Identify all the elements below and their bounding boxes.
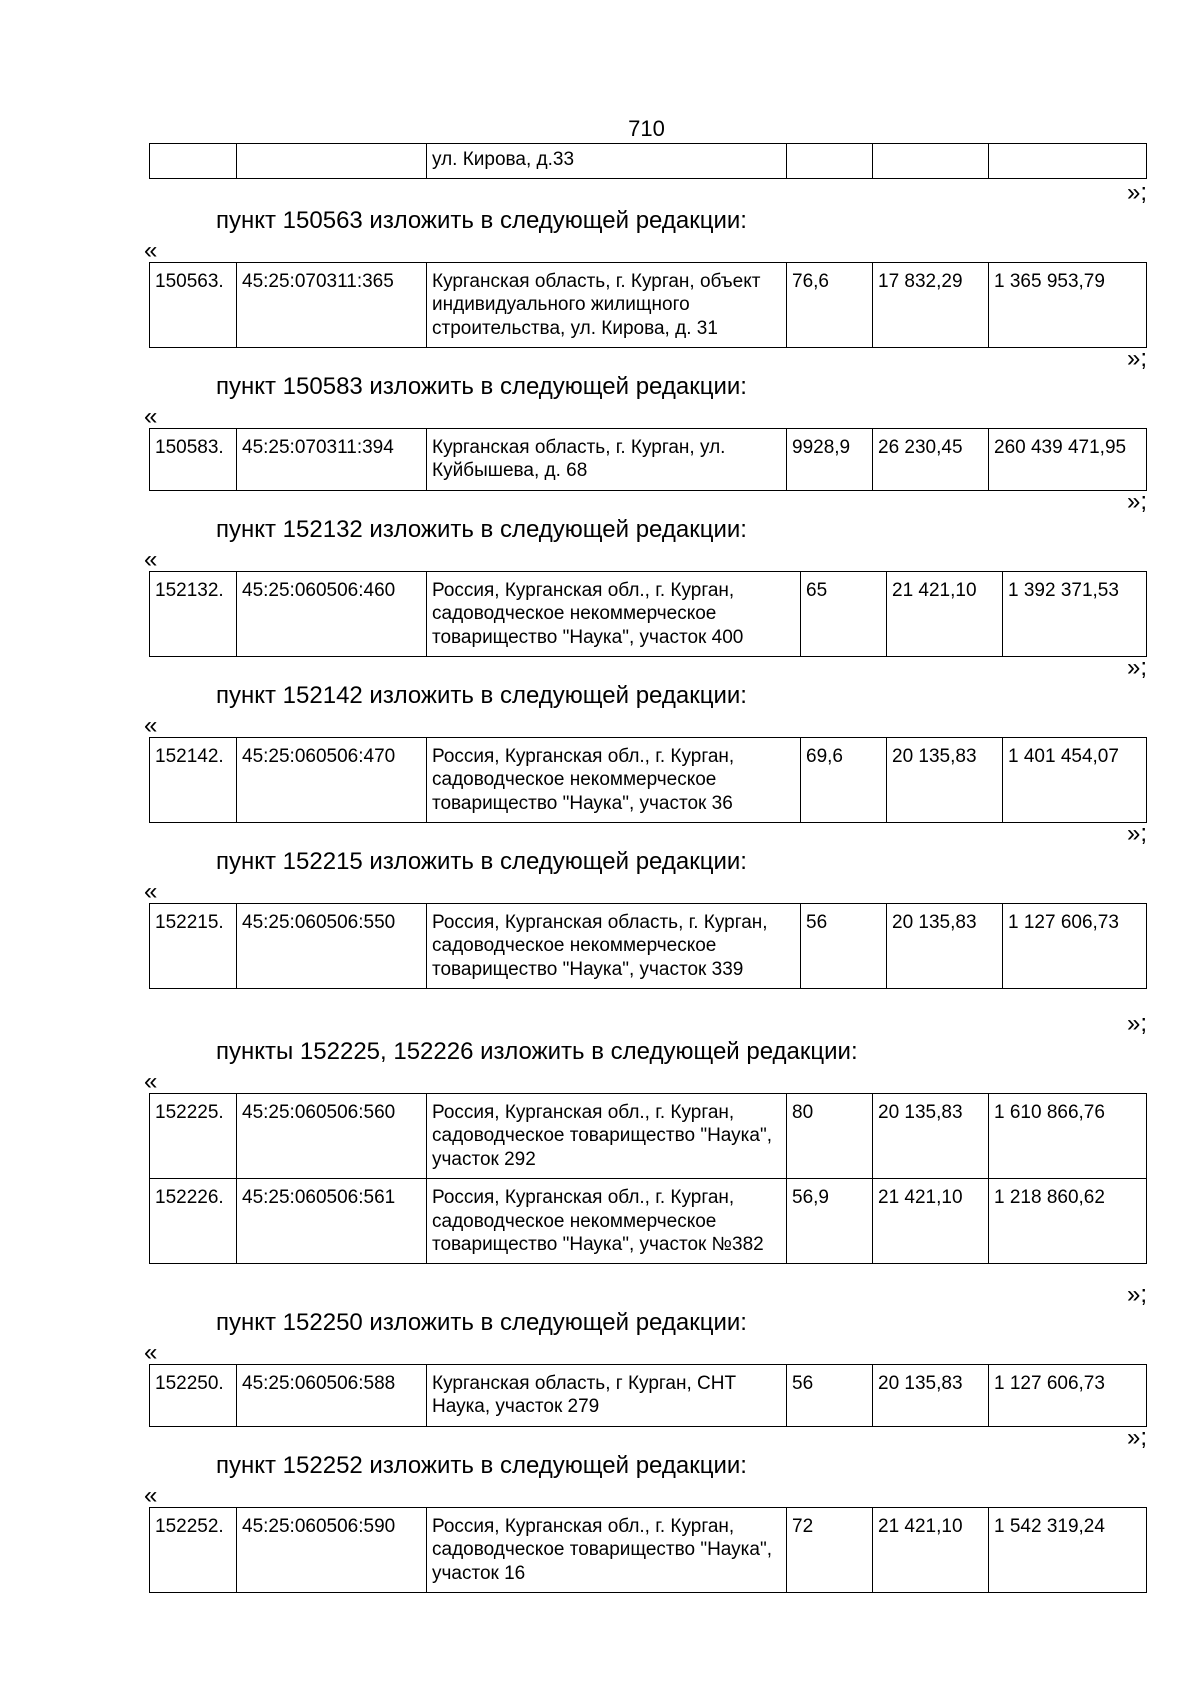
table-row [150,144,1147,179]
cell-area: 56,9 [787,1179,873,1264]
amendment-heading: пункт 152252 изложить в следующей редакции: [216,1452,747,1479]
cell-area: 69,6 [801,738,887,823]
cell-address: ул. Кирова, д.33 [427,144,787,179]
cell-number: 152215. [150,904,237,989]
cell-number: 152225. [150,1094,237,1179]
close-quote: »; [1127,1424,1148,1451]
cell-cadastral: 45:25:070311:365 [237,263,427,348]
cell-cadastral: 45:25:060506:590 [237,1508,427,1593]
cell-total-value: 1 218 860,62 [989,1179,1147,1264]
table-row [150,263,1147,348]
cell-address: Россия, Курганская обл., г. Курган, садоводческое некоммерческое товарищество "Наука", участок 400 [427,572,801,657]
cell-unit-value: 21 421,10 [887,572,1003,657]
table-row [150,738,1147,823]
cell-address: Россия, Курганская обл., г. Курган, садоводческое товарищество "Наука", участок 292 [427,1094,787,1179]
cell-number [150,144,237,179]
open-quote: « [144,712,158,739]
cell-unit-value: 20 135,83 [873,1365,989,1427]
table-row [150,572,1147,657]
close-quote: »; [1127,820,1148,847]
open-quote: « [144,878,158,905]
amendment-table [149,737,1147,823]
cell-address: Россия, Курганская обл., г. Курган, садоводческое некоммерческое товарищество "Наука", участок №382 [427,1179,787,1264]
amendment-heading: пункт 152132 изложить в следующей редакции: [216,516,747,543]
cell-number: 152250. [150,1365,237,1427]
cell-total-value: 1 401 454,07 [1003,738,1147,823]
cell-cadastral: 45:25:060506:460 [237,572,427,657]
cell-cadastral: 45:25:060506:561 [237,1179,427,1264]
cell-area [787,144,873,179]
page-number: 710 [628,116,665,141]
amendment-heading: пункт 152142 изложить в следующей редакции: [216,682,747,709]
close-quote: »; [1127,1010,1148,1037]
cell-area: 56 [801,904,887,989]
open-quote: « [144,1339,158,1366]
cell-total-value: 1 365 953,79 [989,263,1147,348]
amendment-heading: пункт 150583 изложить в следующей редакции: [216,373,747,400]
open-quote: « [144,403,158,430]
cell-unit-value: 21 421,10 [873,1179,989,1264]
cell-address: Россия, Курганская область, г. Курган, садоводческое некоммерческое товарищество "Наука", участок 339 [427,904,801,989]
cell-number: 152252. [150,1508,237,1593]
amendment-heading: пункт 152250 изложить в следующей редакции: [216,1309,747,1336]
amendment-table [149,1093,1147,1264]
amendment-heading: пункты 152225, 152226 изложить в следующей редакции: [216,1038,858,1065]
open-quote: « [144,1482,158,1509]
close-quote: »; [1127,488,1148,515]
cell-unit-value: 17 832,29 [873,263,989,348]
cell-area: 9928,9 [787,429,873,491]
cell-number: 150563. [150,263,237,348]
cell-area: 76,6 [787,263,873,348]
cell-cadastral: 45:25:070311:394 [237,429,427,491]
cell-cadastral [237,144,427,179]
amendment-table [149,262,1147,348]
cell-number: 152226. [150,1179,237,1264]
cell-cadastral: 45:25:060506:560 [237,1094,427,1179]
amendment-table [149,903,1147,989]
cell-total-value: 1 127 606,73 [989,1365,1147,1427]
cell-number: 150583. [150,429,237,491]
cell-address: Россия, Курганская обл., г. Курган, садоводческое некоммерческое товарищество "Наука", участок 36 [427,738,801,823]
amendment-table [149,571,1147,657]
cell-area: 72 [787,1508,873,1593]
open-quote: « [144,1068,158,1095]
cell-unit-value [873,144,989,179]
continuation-table [149,143,1147,179]
table-row [150,1365,1147,1427]
cell-address: Курганская область, г Курган, СНТ Наука, участок 279 [427,1365,787,1427]
cell-cadastral: 45:25:060506:470 [237,738,427,823]
cell-area: 65 [801,572,887,657]
table-row [150,1094,1147,1179]
cell-total-value: 1 392 371,53 [1003,572,1147,657]
open-quote: « [144,237,158,264]
cell-unit-value: 21 421,10 [873,1508,989,1593]
amendment-table [149,1364,1147,1427]
cell-total-value: 260 439 471,95 [989,429,1147,491]
table-row [150,904,1147,989]
cell-cadastral: 45:25:060506:550 [237,904,427,989]
cell-unit-value: 20 135,83 [887,738,1003,823]
open-quote: « [144,546,158,573]
cell-unit-value: 26 230,45 [873,429,989,491]
cell-total-value [989,144,1147,179]
cell-number: 152142. [150,738,237,823]
close-quote: »; [1127,179,1148,206]
cell-area: 56 [787,1365,873,1427]
close-quote: »; [1127,345,1148,372]
cell-area: 80 [787,1094,873,1179]
table-row [150,429,1147,491]
close-quote: »; [1127,654,1148,681]
amendment-heading: пункт 152215 изложить в следующей редакции: [216,848,747,875]
cell-total-value: 1 610 866,76 [989,1094,1147,1179]
close-quote: »; [1127,1281,1148,1308]
table-row [150,1508,1147,1593]
cell-total-value: 1 127 606,73 [1003,904,1147,989]
cell-total-value: 1 542 319,24 [989,1508,1147,1593]
cell-number: 152132. [150,572,237,657]
table-row [150,1179,1147,1264]
cell-unit-value: 20 135,83 [873,1094,989,1179]
amendment-heading: пункт 150563 изложить в следующей редакции: [216,207,747,234]
cell-address: Курганская область, г. Курган, объект индивидуального жилищного строительства, ул. Кирова, д. 31 [427,263,787,348]
cell-address: Курганская область, г. Курган, ул. Куйбышева, д. 68 [427,429,787,491]
amendment-table [149,1507,1147,1593]
amendment-table [149,428,1147,491]
cell-address: Россия, Курганская обл., г. Курган, садоводческое товарищество "Наука", участок 16 [427,1508,787,1593]
cell-unit-value: 20 135,83 [887,904,1003,989]
cell-cadastral: 45:25:060506:588 [237,1365,427,1427]
